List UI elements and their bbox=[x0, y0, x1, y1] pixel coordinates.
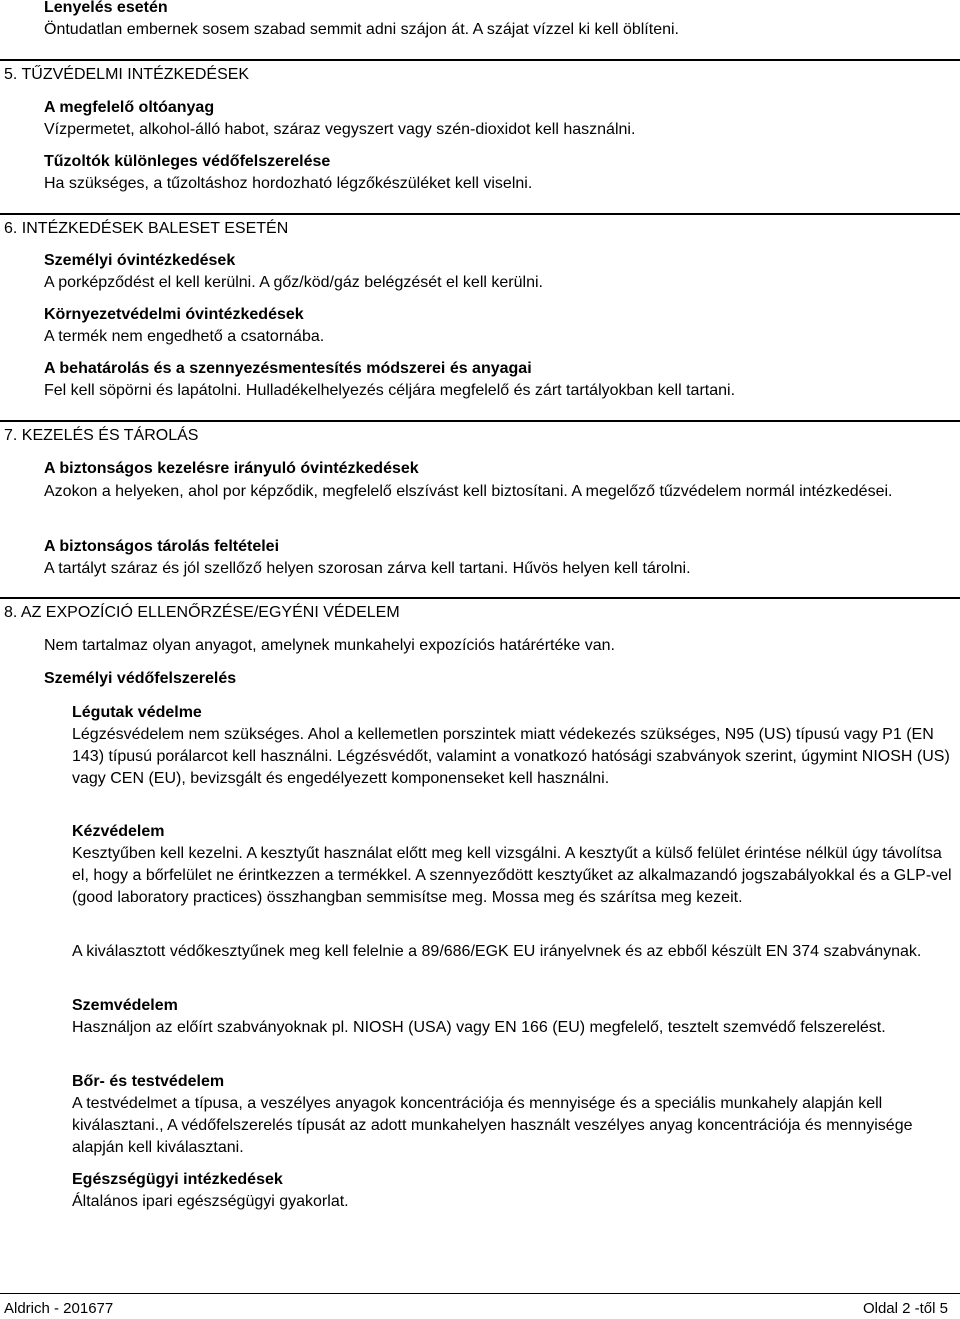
s7-text-storage: A tartályt száraz és jól szellőző helyen szorosan zárva kell tartani. Hűvös helyen kell tárolni. bbox=[44, 560, 691, 577]
s5-heading-extinguishing: A megfelelő oltóanyag bbox=[44, 99, 215, 116]
s7-heading-storage: A biztonságos tárolás feltételei bbox=[44, 538, 280, 555]
footer-product: Aldrich - 201677 bbox=[4, 1300, 114, 1317]
section-8-title: 8. AZ EXPOZÍCIÓ ELLENŐRZÉSE/EGYÉNI VÉDELEM bbox=[4, 604, 400, 621]
s7-text-handling: Azokon a helyeken, ahol por képződik, megfelelő elszívást kell biztosítani. A megelőző tűzvédelem normál intézkedései. bbox=[44, 483, 893, 500]
footer-divider bbox=[0, 1293, 960, 1294]
s6-heading-containment: A behatárolás és a szennyezésmentesítés módszerei és anyagai bbox=[44, 360, 532, 377]
s6-text-personal: A porképződést el kell kerülni. A gőz/köd/gáz belégzését el kell kerülni. bbox=[44, 274, 543, 291]
ingestion-text: Öntudatlan embernek sosem szabad semmit adni szájon át. A szájat vízzel ki kell öblíteni. bbox=[44, 21, 679, 38]
s8-hand-text: Kesztyűben kell kezelni. A kesztyűt használat előtt meg kell vizsgálni. A kesztyűt a külső felület érintése nélkül úgy távolítsa el, hogy a bőrfelület ne érintkezzen a termékkel. A szennyeződött kesztyűket az alkalmazandó jogszabályokkal és a GLP-vel (good laboratory practices) összhangban semmisítse meg. Mossa meg és szárítsa meg kezeit. bbox=[72, 845, 952, 906]
s8-skin-heading: Bőr- és testvédelem bbox=[72, 1073, 225, 1090]
s5-text-extinguishing: Vízpermetet, alkohol-álló habot, száraz vegyszert vagy szén-dioxidot kell használni. bbox=[44, 121, 636, 138]
s8-intro: Nem tartalmaz olyan anyagot, amelynek munkahelyi expozíciós határértéke van. bbox=[44, 637, 615, 654]
s8-hygiene-heading: Egészségügyi intézkedések bbox=[72, 1171, 283, 1188]
ingestion-heading: Lenyelés esetén bbox=[44, 0, 168, 16]
s8-skin-text: A testvédelmet a típusa, a veszélyes anyagok koncentrációja és mennyisége és a speciális munkahely alapján kell kiválasztani., A védőfelszerelés típusát az adott munkahelyen használt veszélyes anyag koncentrációja és mennyisége alapján kell kiválasztani. bbox=[72, 1095, 913, 1156]
s6-text-containment: Fel kell söpörni és lapátolni. Hulladékelhelyezés céljára megfelelő és zárt tartályokban kell tartani. bbox=[44, 382, 736, 399]
s5-heading-firefighters: Tűzoltók különleges védőfelszerelése bbox=[44, 153, 331, 170]
s6-text-environmental: A termék nem engedhető a csatornába. bbox=[44, 328, 325, 345]
section-divider bbox=[0, 59, 960, 61]
s6-heading-environmental: Környezetvédelmi óvintézkedések bbox=[44, 306, 304, 323]
footer-page-number: Oldal 2 -től 5 bbox=[862, 1300, 948, 1317]
s8-hand-text-2: A kiválasztott védőkesztyűnek meg kell felelnie a 89/686/EGK EU irányelvnek és az ebből készült EN 374 szabványnak. bbox=[72, 943, 922, 960]
s8-ppe-heading: Személyi védőfelszerelés bbox=[44, 670, 237, 687]
s7-heading-handling: A biztonságos kezelésre irányuló óvintézkedések bbox=[44, 460, 419, 477]
section-divider bbox=[0, 213, 960, 215]
s5-text-firefighters: Ha szükséges, a tűzoltáshoz hordozható légzőkészüléket kell viselni. bbox=[44, 175, 533, 192]
s8-respiratory-heading: Légutak védelme bbox=[72, 704, 202, 721]
section-divider bbox=[0, 597, 960, 599]
section-divider bbox=[0, 420, 960, 422]
s6-heading-personal: Személyi óvintézkedések bbox=[44, 252, 236, 269]
s8-eye-text: Használjon az előírt szabványoknak pl. NIOSH (USA) vagy EN 166 (EU) megfelelő, tesztelt szemvédő felszerelést. bbox=[72, 1019, 886, 1036]
section-7-title: 7. KEZELÉS ÉS TÁROLÁS bbox=[4, 427, 199, 444]
s8-hygiene-text: Általános ipari egészségügyi gyakorlat. bbox=[72, 1193, 349, 1210]
s8-eye-heading: Szemvédelem bbox=[72, 997, 178, 1014]
s8-respiratory-text: Légzésvédelem nem szükséges. Ahol a kellemetlen porszintek miatt védekezés szükséges, N95 (US) típusú vagy P1 (EN 143) típusú porálarcot kell használni. Légzésvédőt, valamint a vonatkozó hatósági szabványok szerint, úgymint NIOSH (US) vagy CEN (EU), bevizsgált és engedélyezett komponenseket kell használni. bbox=[72, 726, 950, 787]
section-6-title: 6. INTÉZKEDÉSEK BALESET ESETÉN bbox=[4, 220, 289, 237]
section-5-title: 5. TŰZVÉDELMI INTÉZKEDÉSEK bbox=[4, 66, 250, 83]
s8-hand-heading: Kézvédelem bbox=[72, 823, 165, 840]
